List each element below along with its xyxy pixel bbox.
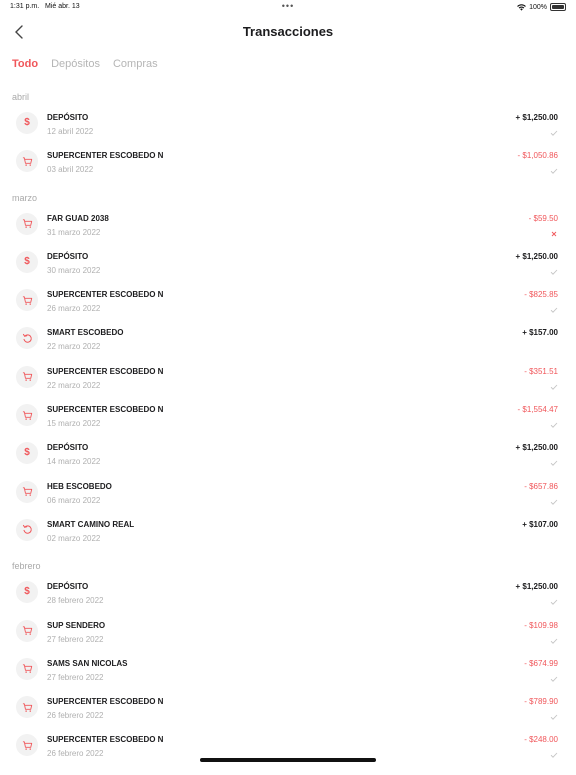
transaction-date: 26 febrero 2022 — [47, 749, 104, 759]
check-icon — [550, 124, 558, 132]
merchant-name: SUPERCENTER ESCOBEDO N — [47, 697, 164, 707]
check-icon — [550, 378, 558, 386]
merchant-name: SUPERCENTER ESCOBEDO N — [47, 405, 164, 415]
month-group — [0, 559, 576, 766]
cart-icon — [16, 150, 38, 172]
transaction-row[interactable] — [0, 144, 576, 182]
merchant-name: DEPÓSITO — [47, 443, 89, 453]
merchant-name: SAMS SAN NICOLAS — [47, 658, 128, 668]
transaction-amount: - $1,554.47 — [517, 405, 558, 415]
transaction-amount: - $1,050.86 — [517, 151, 558, 161]
merchant-name: SUPERCENTER ESCOBEDO N — [47, 151, 164, 161]
transaction-date: 30 marzo 2022 — [47, 265, 101, 275]
transaction-row[interactable] — [0, 321, 576, 359]
status-time: 1:31 p.m. Mié abr. 13 — [10, 3, 80, 10]
transaction-amount: - $248.00 — [524, 735, 558, 745]
check-icon — [550, 493, 558, 501]
transaction-amount: - $674.99 — [524, 658, 558, 668]
month-header: febrero — [12, 561, 41, 572]
tab-todo[interactable]: Todo — [12, 58, 39, 70]
merchant-name: DEPÓSITO — [47, 582, 89, 592]
transaction-row[interactable] — [0, 690, 576, 728]
dollar-icon: $ — [16, 581, 38, 603]
transaction-date: 14 marzo 2022 — [47, 457, 101, 467]
check-icon — [550, 454, 558, 462]
wifi-icon — [517, 4, 526, 11]
transaction-date: 26 febrero 2022 — [47, 711, 104, 721]
check-icon — [550, 162, 558, 170]
transaction-row[interactable] — [0, 436, 576, 474]
transaction-amount: - $825.85 — [524, 290, 558, 300]
month-group — [0, 90, 576, 183]
transaction-row[interactable] — [0, 245, 576, 283]
transaction-date: 22 marzo 2022 — [47, 342, 101, 352]
transaction-row[interactable] — [0, 513, 576, 551]
page-title: Transacciones — [242, 24, 334, 39]
transaction-row[interactable] — [0, 575, 576, 613]
x-icon — [550, 225, 558, 233]
cart-icon — [16, 366, 38, 388]
month-group — [0, 191, 576, 552]
transaction-amount: + $1,250.00 — [515, 113, 558, 122]
merchant-name: SMART ESCOBEDO — [47, 328, 124, 338]
transaction-row[interactable] — [0, 614, 576, 652]
transaction-amount: + $107.00 — [522, 519, 558, 529]
check-icon — [550, 708, 558, 716]
transaction-date: 26 marzo 2022 — [47, 304, 101, 314]
transaction-amount: + $1,250.00 — [515, 443, 558, 453]
cart-icon — [16, 213, 38, 235]
transaction-date: 06 marzo 2022 — [47, 495, 101, 505]
transaction-amount: + $157.00 — [522, 328, 558, 338]
transaction-date: 28 febrero 2022 — [47, 596, 104, 606]
transaction-row[interactable] — [0, 207, 576, 245]
check-icon — [550, 670, 558, 678]
transaction-row[interactable] — [0, 360, 576, 398]
status-right — [517, 3, 566, 11]
multitasking-dots-icon[interactable]: ••• — [281, 1, 295, 11]
home-indicator[interactable] — [200, 758, 376, 762]
check-icon — [550, 593, 558, 601]
month-header: abril — [12, 92, 30, 102]
cart-icon — [16, 481, 38, 503]
month-header: marzo — [12, 192, 38, 203]
transaction-amount: + $1,250.00 — [515, 251, 558, 261]
transaction-amount: - $109.98 — [524, 620, 558, 630]
transaction-date: 12 abril 2022 — [47, 127, 94, 136]
dollar-icon: $ — [16, 251, 38, 273]
merchant-name: FAR GUAD 2038 — [47, 213, 109, 223]
status-bar — [0, 0, 576, 14]
merchant-name: HEB ESCOBEDO — [47, 481, 112, 491]
cart-icon — [16, 404, 38, 426]
navigation-bar — [0, 18, 576, 46]
tab-depósitos[interactable]: Depósitos — [51, 58, 100, 70]
transaction-date: 31 marzo 2022 — [47, 227, 101, 237]
transaction-amount: - $789.90 — [524, 697, 558, 707]
check-icon — [550, 632, 558, 640]
transaction-date: 27 febrero 2022 — [47, 634, 104, 644]
transaction-date: 15 marzo 2022 — [47, 419, 101, 429]
tab-compras[interactable]: Compras — [112, 58, 158, 70]
merchant-name: SUPERCENTER ESCOBEDO N — [47, 366, 164, 376]
transaction-date: 03 abril 2022 — [47, 165, 94, 175]
transaction-row[interactable] — [0, 652, 576, 690]
check-icon — [550, 746, 558, 754]
filter-tabs — [12, 58, 158, 70]
merchant-name: SUP SENDERO — [47, 620, 106, 630]
transaction-row[interactable] — [0, 475, 576, 513]
battery-percent: 100% — [529, 3, 547, 11]
battery-icon — [550, 3, 566, 11]
check-icon — [550, 301, 558, 309]
merchant-name: SUPERCENTER ESCOBEDO N — [47, 735, 164, 745]
transaction-amount: - $657.86 — [524, 481, 558, 491]
transaction-date: 02 marzo 2022 — [47, 533, 101, 543]
transaction-date: 27 febrero 2022 — [47, 672, 104, 682]
merchant-name: SUPERCENTER ESCOBEDO N — [47, 290, 164, 300]
refund-icon — [16, 519, 38, 541]
cart-icon — [16, 289, 38, 311]
transaction-amount: - $351.51 — [524, 366, 558, 376]
check-icon — [550, 263, 558, 271]
transaction-row[interactable] — [0, 398, 576, 436]
cart-icon — [16, 696, 38, 718]
dollar-icon: $ — [16, 442, 38, 464]
transaction-amount: + $1,250.00 — [515, 582, 558, 592]
transaction-list — [0, 90, 576, 775]
cart-icon — [16, 658, 38, 680]
merchant-name: DEPÓSITO — [47, 251, 89, 261]
cart-icon — [16, 734, 38, 756]
check-icon — [550, 416, 558, 424]
merchant-name: DEPÓSITO — [47, 113, 89, 122]
refund-icon — [16, 327, 38, 349]
transaction-row[interactable] — [0, 106, 576, 144]
merchant-name: SMART CAMINO REAL — [47, 519, 135, 529]
transaction-amount: - $59.50 — [528, 213, 558, 223]
dollar-icon: $ — [16, 112, 38, 134]
cart-icon — [16, 620, 38, 642]
transaction-date: 22 marzo 2022 — [47, 380, 101, 390]
transaction-row[interactable] — [0, 283, 576, 321]
